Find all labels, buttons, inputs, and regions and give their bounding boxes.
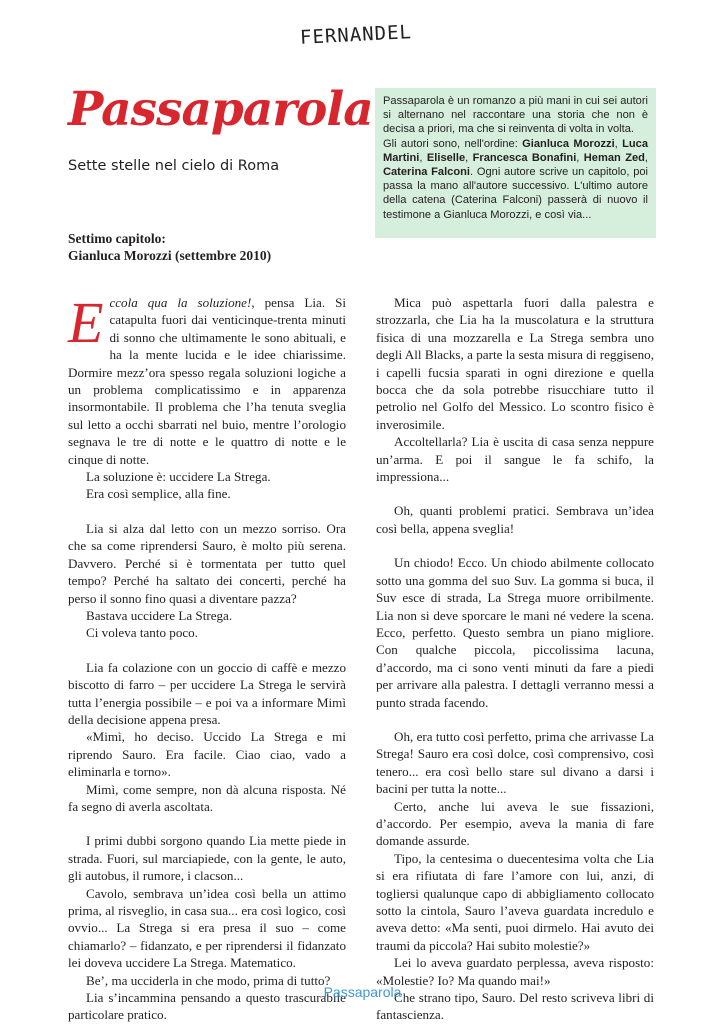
story-paragraph: Lia fa colazione con un goccio di caffè e mezzo biscotto di farro – per uccidere La Strega le servirà tutta l’energia possibile – e poi va a informare Mimì della decisione appena presa. [68, 659, 346, 727]
story-paragraph: Lia si alza dal letto con un mezzo sorriso. Ora che sa come riprendersi Sauro, è molto più serena. Davvero. Perché si è tormentata per tutto quel tempo? Perché ha saltato dei concerti, perché ha perso il sonno fino quasi a diventare pazza? [68, 520, 346, 606]
story-paragraph: Un chiodo! Ecco. Un chiodo abilmente collocato sotto una gomma del suo Suv. La gomma si buca, il Suv esce di strada, La Strega muore orribilmente. Lia non si deve sporcare le mani né vedere la scena. Ecco, perfetto. Questo sembra un piano migliore. Con qualche piccola, piccolissima lacuna, d’accordo, ma ci sono venti minuti da fare a piedi per arrivare alla palestra. I dettagli verranno messi a punto strada facendo. [376, 555, 654, 710]
story-paragraph: Lia s’incammina pensando a questo trascurabile particolare pratico. [68, 990, 346, 1023]
drop-cap: E [68, 290, 104, 355]
text-column-left [68, 290, 346, 1024]
info-intro: Passaparola è un romanzo a più mani in cui sei autori si alternano nel raccontare una storia che non è decisa a priori, ma che si reinventa di volta in volta. [383, 95, 648, 136]
author-name: Luca Martini [383, 137, 648, 164]
story-paragraph: Certo, anche lui aveva le sue fissazioni, d’accordo. Per esempio, aveva la mania di fare domande assurde. [376, 798, 654, 849]
text-column-right [376, 294, 654, 1024]
author-name: Caterina Falconi [383, 166, 470, 179]
story-paragraph: «Mimì, ho deciso. Uccido La Strega e mi riprendo Sauro. Era facile. Ciao ciao, vado a eliminarla e torno». [68, 729, 346, 780]
left-paragraphs [68, 468, 346, 1024]
author-name: Francesca Bonafini [472, 151, 577, 164]
page-title: Passaparola [68, 82, 373, 137]
chapter-heading [68, 230, 271, 264]
handwritten-stamp: FERNANDEL [299, 21, 413, 49]
footer-label: Passaparola [323, 984, 402, 1000]
story-paragraph: Mica può aspettarla fuori dalla palestra e strozzarla, che Lia ha la muscolatura e la struttura fisica di una mozzarella e La Strega sembra uno degli All Blacks, a parte la sesta misura di reggiseno, i capelli fucsia sparati in ogni direzione e quella bocca che da sola potrebbe risucchiare tutto il petrolio nel Golfo del Messico. Lo scontro fisico è inverosimile. [376, 295, 654, 432]
author-name: Gianluca Morozzi [522, 137, 615, 150]
story-paragraph: La soluzione è: uccidere La Strega. [86, 469, 271, 485]
info-outro: . Ogni autore scrive un capitolo, poi passa la mano all'autore successivo. L'ultimo autore della catena (Caterina Falconi) passerà di nuovo il testimone a Gianluca Morozzi, e così via... [383, 166, 648, 221]
chapter-author: Gianluca Morozzi (settembre 2010) [68, 248, 272, 263]
story-paragraph: Mimì, come sempre, non dà alcuna risposta. Né fa segno di averla ascoltata. [68, 781, 346, 814]
story-paragraph: Bastava uccidere La Strega. [86, 607, 233, 623]
opening-text: , pensa Lia. Si catapulta fuori dai venticinque-trenta minuti di sonno che ultimamente le sono abituali, e ha la mente lucida e le idee chiarissime. Dormire mezz’ora spesso regala soluzioni logiche a un problema complicatissimo e in apparenza insormontabile. Il problema che l’ha tenuta sveglia sul letto a occhi sbarrati nel buio, mentre l’orologio segnava le tre di notte e le quattro di notte e le cinque di notte. [68, 295, 346, 467]
opening-italic: ccola qua la soluzione! [109, 295, 252, 310]
author-name: Eliselle [426, 151, 466, 164]
story-paragraph: Oh, quanti problemi pratici. Sembrava un’idea così bella, appena sveglia! [376, 503, 654, 536]
info-box: Passaparola è un romanzo a più mani in cui sei autori si alternano nel raccontare una storia che non è decisa a priori, ma che si reinventa di volta in volta. Gli autori sono, nell'ordine: Gianluca Morozzi, Luca Martini, Eliselle, Francesca Bonafini, Heman Zed, Caterina Falconi. Ogni autore scrive un capitolo, poi passa la mano all'autore successivo. L'ultimo autore della catena (Caterina Falconi) passerà di nuovo il testimone a Gianluca Morozzi, e così via... [375, 88, 656, 238]
story-paragraph: Che strano tipo, Sauro. Del resto scriveva libri di fantascienza. [376, 990, 654, 1023]
right-paragraphs [376, 294, 654, 1024]
page-subtitle: Sette stelle nel cielo di Roma [68, 158, 280, 174]
story-paragraph: I primi dubbi sorgono quando Lia mette piede in strada. Fuori, sul marciapiede, con la gente, le auto, gli autobus, il rumore, i clacson... [68, 833, 346, 884]
author-name: Heman Zed [583, 151, 645, 164]
chapter-number: Settimo capitolo: [68, 231, 166, 246]
story-paragraph: Oh, era tutto così perfetto, prima che arrivasse La Strega! Sauro era così dolce, così comprensivo, così tenero... era così bello stare sul divano a darsi i bacini per tutta la notte... [376, 728, 654, 797]
story-paragraph: Lei lo aveva guardato perplessa, aveva risposto: «Molestie? Io? Ma quando mai!» [376, 955, 654, 988]
story-paragraph: Era così semplice, alla fine. [86, 486, 231, 502]
info-authors-lead: Gli autori sono, nell'ordine: [383, 137, 523, 150]
story-paragraph: Be’, ma ucciderla in che modo, prima di tutto? [86, 972, 331, 988]
story-paragraph: Cavolo, sembrava un’idea così bella un attimo prima, al risveglio, in casa sua... era così logico, così ovvio... La Strega si era presa il suo – come chiamarlo? – fidanzato, e per riprendersi il fidanzato lei doveva uccidere La Strega. Matematico. [68, 885, 346, 971]
story-paragraph: Ci voleva tanto poco. [86, 625, 199, 641]
story-paragraph: Accoltellarla? Lia è uscita di casa senza neppure un’arma. E poi il sangue le fa schifo, la impressiona... [376, 434, 654, 485]
opening-paragraph [68, 290, 346, 468]
story-paragraph: Tipo, la centesima o duecentesima volta che Lia si era rifiutata di fare l’amore con lui, anzi, di togliersi qualunque capo di abbigliamento collocato sotto la cintola, Sauro l’aveva guardata incredulo e aveva detto: «Ma senti, puoi dirmelo. Hai avuto dei traumi da piccola? Hai subito molestie?» [376, 850, 654, 953]
